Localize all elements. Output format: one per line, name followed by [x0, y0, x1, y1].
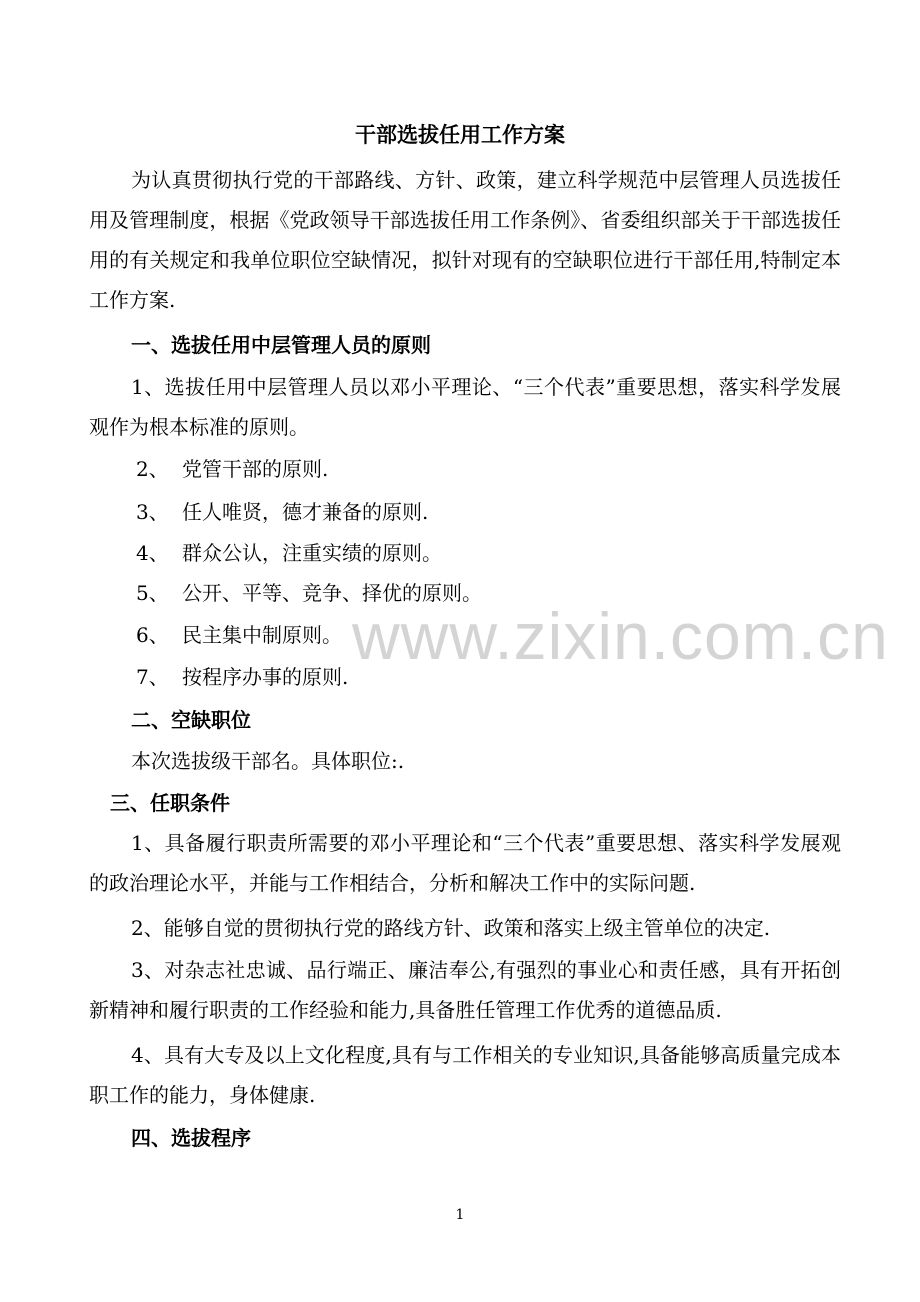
principle-text: 民主集中制原则。 — [182, 623, 342, 647]
principle-text: 公开、平等、竞争、择优的原则。 — [182, 581, 482, 605]
section4-heading: 四、选拔程序 — [131, 1126, 251, 1150]
principle-number: 7、 — [136, 665, 169, 689]
principle-item — [136, 538, 442, 568]
page-number: 1 — [455, 1207, 465, 1223]
principle-number: 5、 — [136, 581, 169, 605]
section2-text: 本次选拔级干部名。具体职位:. — [131, 749, 405, 773]
principle-number: 4、 — [136, 541, 169, 565]
condition-item: 1、具备履行职责所需要的邓小平理论和“三个代表”重要思想、落实科学发展观的政治理论水平，并能与工作相结合，分析和解决工作中的实际问题. — [89, 831, 841, 895]
principle-item — [136, 497, 428, 527]
condition-item: 2、能够自觉的贯彻执行党的路线方针、政策和落实上级主管单位的决定. — [131, 916, 771, 940]
condition-item: 3、对杂志社忠诚、品行端正、廉洁奉公,有强烈的事业心和责任感，具有开拓创新精神和履行职责的工作经验和能力,具备胜任管理工作优秀的道德品质. — [89, 958, 841, 1022]
principle-item — [136, 620, 342, 650]
section1-item-1: 1、选拔任用中层管理人员以邓小平理论、“三个代表”重要思想，落实科学发展观作为根本标准的原则。 — [89, 375, 841, 439]
principle-item — [136, 454, 328, 484]
watermark: www.zixin.com.cn — [352, 599, 889, 673]
condition-item: 4、具有大专及以上文化程度,具有与工作相关的专业知识,具备能够高质量完成本职工作的能力，身体健康. — [89, 1043, 841, 1107]
section2-heading: 二、空缺职位 — [131, 708, 251, 732]
intro-paragraph: 为认真贯彻执行党的干部路线、方针、政策，建立科学规范中层管理人员选拔任用及管理制度，根据《党政领导干部选拔任用工作条例》、省委组织部关于干部选拔任用的有关规定和我单位职位空缺情况，拟针对现有的空缺职位进行干部任用,特制定本工作方案. — [89, 168, 841, 312]
principle-text: 按程序办事的原则. — [182, 665, 349, 689]
principle-number: 6、 — [136, 623, 169, 647]
principle-text: 任人唯贤，德才兼备的原则. — [182, 500, 429, 524]
document-title: 干部选拔任用工作方案 — [355, 122, 565, 147]
section3-heading: 三、任职条件 — [110, 791, 230, 815]
principle-text: 群众公认，注重实绩的原则。 — [182, 541, 442, 565]
principle-number: 2、 — [136, 457, 169, 481]
section1-heading: 一、选拔任用中层管理人员的原则 — [131, 333, 431, 357]
principle-number: 3、 — [136, 500, 169, 524]
principle-text: 党管干部的原则. — [182, 457, 329, 481]
principle-item — [136, 662, 348, 692]
